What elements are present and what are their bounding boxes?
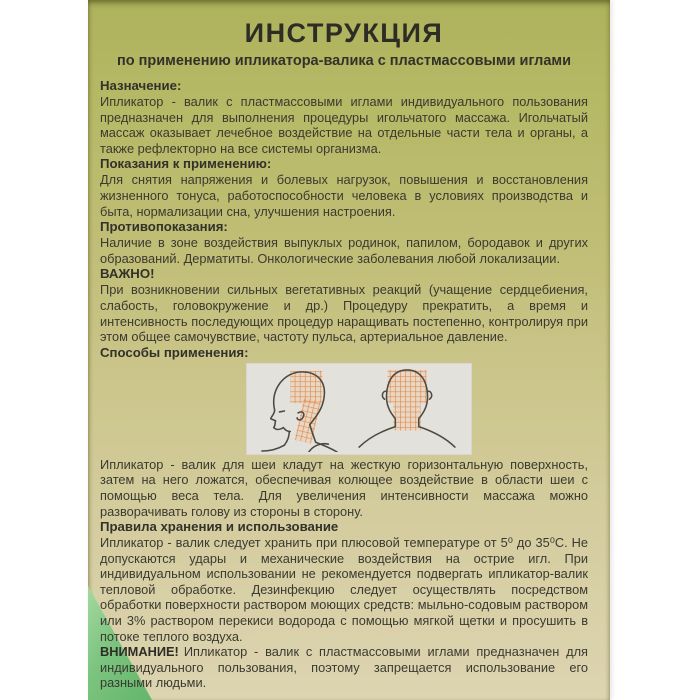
sheet-content: [88, 0, 610, 700]
section-body-storage: Ипликатор - валик следует хранить при плюсовой температуре от 5⁰ до 35⁰С. Не допускаются удары и механические воздействия на острие игл. При индивидуальном использовании не рекомендуется подвергать ипликатор-валик тепловой обработке. Дезинфекцию следует осуществлять посредством обработки поверхности раствором моющих средств: мыльно-содовым раствором или 3% раствором перекиси водорода с помощью мягкой щетки и просушить в потоке теплого воздуха.: [100, 535, 588, 644]
section-heading-contraindications: Противопоказания:: [100, 219, 228, 235]
attention-paragraph: [100, 644, 588, 691]
section-body-important: При возникновении сильных вегетативных реакций (учащение сердцебиения, слабость, головокружение и др.) Процедуру прекратить, а время и интенсивность последующих процедур наращивать постепенно, контролируя при этом общее самочувствие, частоту пульса, артериальное давление.: [100, 282, 588, 345]
section-heading-indications: Показания к применению:: [100, 156, 272, 172]
section-heading-purpose: Назначение:: [100, 78, 182, 93]
head-back-needle-zone-icon: [353, 366, 465, 452]
section-body-indications: Для снятия напряжения и болевых нагрузок, повышения и восстановления жизненного тонуса, работоспособности человека в условиях производства и быта, нормализации сна, улучшения настроения.: [100, 172, 588, 219]
instruction-sheet: [88, 0, 610, 700]
page-title: ИНСТРУКЦИЯ: [244, 18, 444, 48]
attention-text: Ипликатор - валик с пластмассовыми иглами предназначен для индивидуального пользования, поэтому запрещается использование его разными людьми.: [100, 644, 588, 691]
section-body-usage: Ипликатор - валик для шеи кладут на жесткую горизонтальную поверхность, затем на него ложатся, обеспечивая колющее воздействие в области шеи с помощью веса тела. Для увеличения интенсивности массажа можно разворачивать голову из стороны в сторону.: [100, 456, 588, 519]
head-profile-needle-zone-icon: [253, 366, 349, 452]
section-heading-important: ВАЖНО!: [100, 266, 155, 282]
section-heading-storage: Правила хранения и использование: [100, 519, 339, 535]
section-body-purpose: Ипликатор - валик с пластмассовыми иглами индивидуального пользования предназначен для выполнения процедуры игольчатого массажа. Игольчатый массаж оказывает лечебное воздействие на отдельные части тела и органы, а также рефлекторно на все системы организма.: [100, 94, 588, 156]
page-subtitle: по применению ипликатора-валика с пластмассовыми иглами: [116, 53, 572, 69]
attention-label: ВНИМАНИЕ!: [100, 644, 179, 660]
section-heading-methods: Способы применения:: [100, 344, 249, 360]
section-body-contraindications: Наличие в зоне воздействия выпуклых родинок, папилом, бородавок и других образований. Дерматиты. Онкологические заболевания любой локализации.: [100, 235, 588, 266]
massage-zones-diagram: [246, 363, 472, 455]
